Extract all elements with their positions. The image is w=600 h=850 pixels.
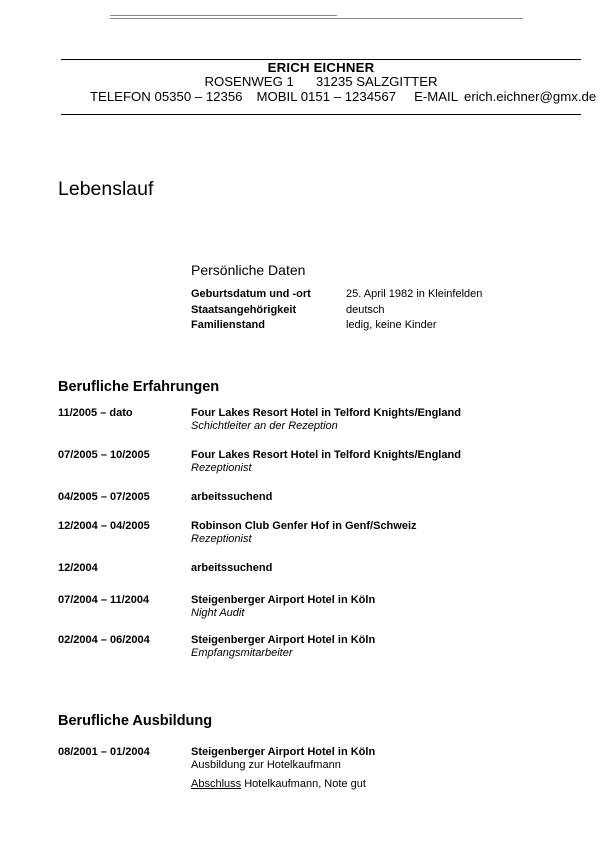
degree-line bbox=[191, 778, 375, 791]
entry-date: 07/2004 – 11/2004 bbox=[58, 594, 150, 606]
entry-role: Rezeptionist bbox=[191, 533, 252, 545]
entry-org: Steigenberger Airport Hotel in Köln bbox=[191, 634, 376, 646]
page-title: Lebenslauf bbox=[58, 178, 154, 200]
entry-role: Empfangsmitarbeiter bbox=[191, 647, 293, 659]
entry-org: Steigenberger Airport Hotel in Köln bbox=[191, 594, 376, 606]
entry-detail: Ausbildung zur Hotelkaufmann bbox=[191, 759, 341, 771]
header-email[interactable]: erich.eichner@gmx.de bbox=[464, 89, 597, 104]
header-city: 31235 SALZGITTER bbox=[315, 74, 438, 89]
personal-label: Staatsangehörigkeit bbox=[191, 304, 297, 316]
header-rule-bottom bbox=[61, 114, 581, 115]
experience-heading: Berufliche Erfahrungen bbox=[58, 379, 220, 395]
entry-role: Night Audit bbox=[191, 607, 245, 619]
entry-date: 07/2005 – 10/2005 bbox=[58, 449, 150, 461]
header-mobile: MOBIL 0151 – 1234567 bbox=[256, 89, 397, 104]
entry-date: 11/2005 – dato bbox=[58, 407, 133, 419]
entry-date: 04/2005 – 07/2005 bbox=[58, 491, 150, 503]
top-rule-short bbox=[110, 15, 337, 16]
header-contact bbox=[90, 89, 597, 104]
entry-org: Steigenberger Airport Hotel in Köln bbox=[191, 746, 376, 758]
personal-label: Geburtsdatum und -ort bbox=[191, 288, 311, 300]
degree-value: Hotelkaufmann, Note gut bbox=[244, 778, 366, 790]
header-name: ERICH EICHNER bbox=[267, 60, 375, 75]
entry-org: Four Lakes Resort Hotel in Telford Knights/England bbox=[191, 449, 461, 461]
entry-org: arbeitssuchend bbox=[191, 562, 273, 574]
personal-value: deutsch bbox=[346, 304, 385, 316]
personal-heading: Persönliche Daten bbox=[191, 262, 306, 278]
header-phone: TELEFON 05350 – 12356 bbox=[90, 89, 243, 104]
personal-label: Familienstand bbox=[191, 319, 265, 331]
entry-date: 08/2001 – 01/2004 bbox=[58, 746, 150, 758]
education-heading: Berufliche Ausbildung bbox=[58, 713, 213, 729]
header-email-label: E-MAIL bbox=[414, 89, 459, 104]
personal-value: ledig, keine Kinder bbox=[346, 319, 437, 331]
entry-org: Robinson Club Genfer Hof in Genf/Schweiz bbox=[191, 520, 417, 532]
personal-value: 25. April 1982 in Kleinfelden bbox=[346, 288, 483, 300]
header-street: ROSENWEG 1 bbox=[204, 74, 294, 89]
entry-date: 12/2004 – 04/2005 bbox=[58, 520, 150, 532]
entry-role: Rezeptionist bbox=[191, 462, 252, 474]
degree-label: Abschluss bbox=[191, 778, 242, 790]
entry-date: 12/2004 bbox=[58, 562, 98, 574]
header-address bbox=[61, 75, 581, 89]
entry-org: arbeitssuchend bbox=[191, 491, 273, 503]
entry-date: 02/2004 – 06/2004 bbox=[58, 634, 150, 646]
top-rule-long bbox=[110, 18, 523, 19]
entry-org: Four Lakes Resort Hotel in Telford Knights/England bbox=[191, 407, 461, 419]
entry-role: Schichtleiter an der Rezeption bbox=[191, 420, 338, 432]
